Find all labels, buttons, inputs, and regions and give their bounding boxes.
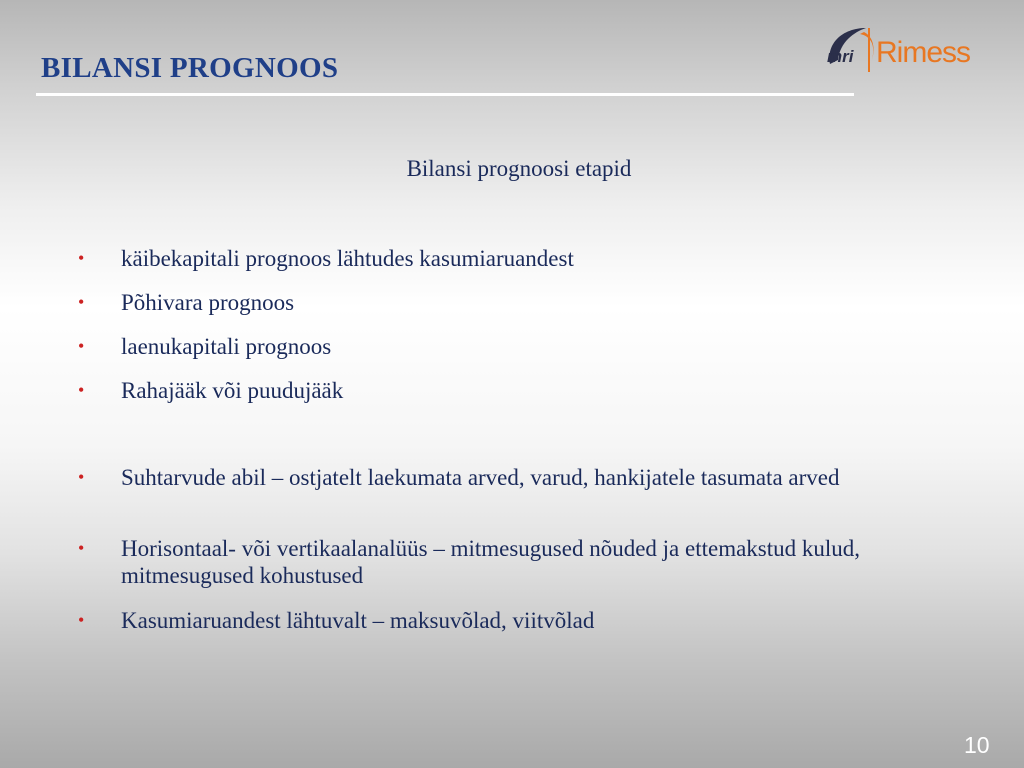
bullet-marker: • — [78, 380, 85, 400]
page-number: 10 — [964, 732, 990, 758]
bullet-text: Rahajääk või puudujääk — [121, 378, 344, 403]
bullet-text: Horisontaal- või vertikaalanalüüs – mitmesugused nõuded ja ettemakstud kulud, mitmesugused kohustused — [121, 536, 861, 588]
bullet-text: käibekapitali prognoos lähtudes kasumiaruandest — [121, 246, 574, 271]
list-item — [78, 464, 898, 491]
logo-swoosh-orange — [860, 32, 874, 60]
bullet-marker: • — [78, 336, 85, 356]
bullet-text: laenukapitali prognoos — [121, 334, 332, 359]
bullet-text: Põhivara prognoos — [121, 290, 295, 315]
bullet-marker: • — [78, 248, 85, 268]
bullet-text: Kasumiaruandest lähtuvalt – maksuvõlad, viitvõlad — [121, 608, 595, 633]
list-item — [78, 377, 898, 404]
list-item — [78, 333, 898, 360]
bullet-marker: • — [78, 467, 85, 487]
bullet-text: Suhtarvude abil – ostjatelt laekumata arved, varud, hankijatele tasumata arved — [121, 465, 840, 490]
bullet-marker: • — [78, 538, 85, 558]
list-item — [78, 607, 898, 634]
rimess-logo — [824, 22, 994, 84]
logo-brand-text: Rimess — [876, 36, 971, 69]
slide-subtitle: Bilansi prognoosi etapid — [406, 156, 632, 181]
slide-title: BILANSI PROGNOOS — [41, 52, 339, 84]
list-item — [78, 289, 898, 316]
logo-separator — [868, 28, 870, 72]
list-item — [78, 245, 898, 272]
title-divider — [36, 93, 854, 96]
bullet-marker: • — [78, 610, 85, 630]
logo-mark-text: mri — [827, 47, 854, 66]
bullet-marker: • — [78, 292, 85, 312]
list-item — [78, 535, 898, 589]
